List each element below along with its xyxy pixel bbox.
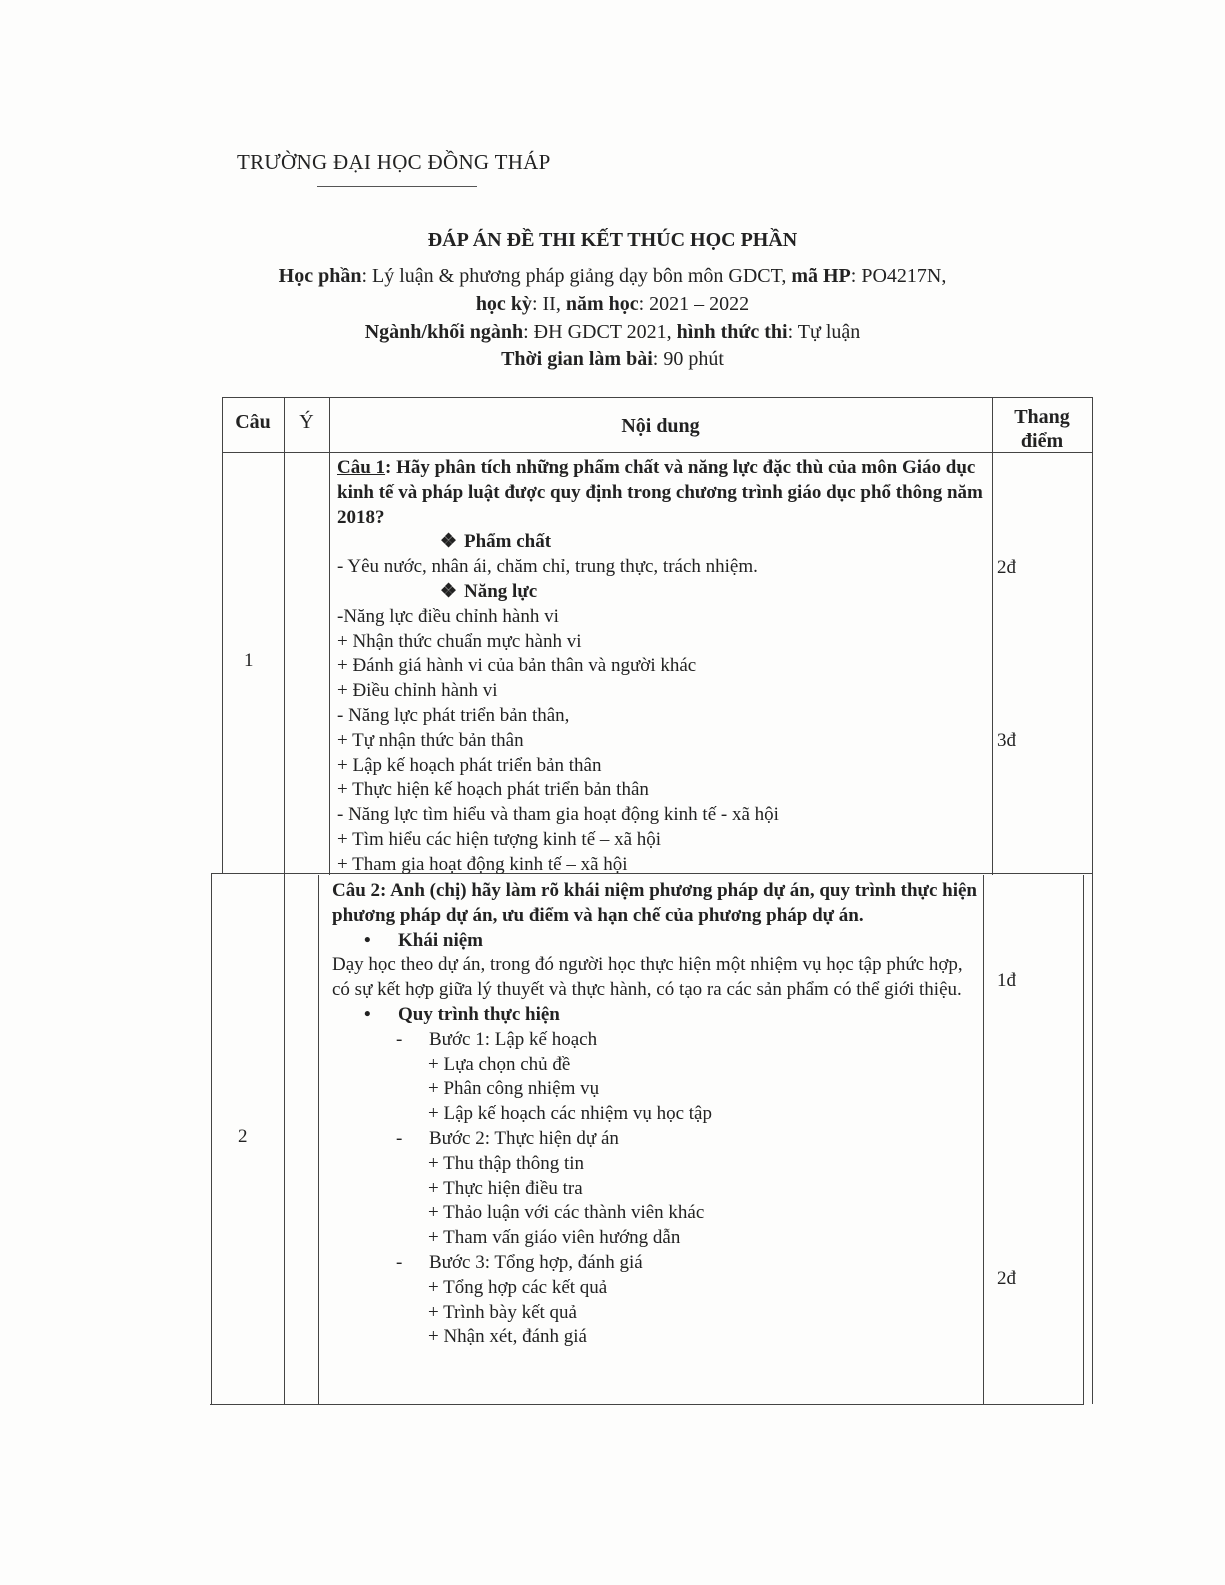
q2-step-1-text: Bước 1: Lập kế hoạch xyxy=(429,1028,598,1050)
course-value: : Lý luận & phương pháp giảng dạy bôn môn GDCT, xyxy=(361,265,792,287)
q2-step-2-text: Bước 2: Thực hiện dự án xyxy=(429,1127,619,1149)
table-right-border-lower xyxy=(1083,875,1084,1404)
dot-bullet-icon: • xyxy=(364,1003,371,1025)
list-item: + Thảo luận với các thành viên khác xyxy=(428,1202,705,1224)
list-item: + Tự nhận thức bản thân xyxy=(337,729,524,751)
q1-title-prefix: Câu 1 xyxy=(337,457,386,478)
major-line xyxy=(0,321,1225,344)
list-item: + Lựa chọn chủ đề xyxy=(428,1053,571,1075)
table-col-divider-2 xyxy=(329,397,330,875)
table-left-border-lower xyxy=(211,873,212,1404)
q2-process-heading-text: Quy trình thực hiện xyxy=(398,1003,560,1025)
doc-title: ĐÁP ÁN ĐỀ THI KẾT THÚC HỌC PHẦN xyxy=(427,229,798,251)
dot-bullet-icon: • xyxy=(364,929,371,951)
q1-score-competence: 3đ xyxy=(997,730,1016,751)
diamond-bullet-icon: ❖ xyxy=(440,531,458,553)
table-col-divider-3 xyxy=(992,397,993,875)
list-item: + Điều chỉnh hành vi xyxy=(337,680,498,702)
q2-number: 2 xyxy=(238,1126,248,1147)
col-header-score-line1: Thang xyxy=(1014,406,1070,428)
q1-competence-heading-text: Năng lực xyxy=(464,580,538,602)
q1-content xyxy=(337,456,987,878)
col-header-cau: Câu xyxy=(235,411,271,433)
q1-quality-heading xyxy=(337,530,987,555)
table-col-divider-1 xyxy=(284,397,285,1404)
dash-bullet: - xyxy=(396,1028,403,1050)
table-border-bottom xyxy=(210,1404,1084,1405)
q1-quality-heading-text: Phẩm chất xyxy=(464,531,552,553)
col-header-score xyxy=(992,405,1092,453)
semester-label: học kỳ xyxy=(475,293,532,315)
list-item: + Lập kế hoạch phát triển bản thân xyxy=(337,754,602,776)
list-item: -Năng lực điều chỉnh hành vi xyxy=(337,605,559,627)
form-label: hình thức thi xyxy=(676,321,788,343)
school-underline xyxy=(317,186,477,187)
course-line xyxy=(0,265,1225,288)
q2-score-concept: 1đ xyxy=(997,970,1016,991)
table-col-divider-2-lower xyxy=(318,875,319,1404)
q1-number: 1 xyxy=(244,650,254,671)
list-item: + Thực hiện kế hoạch phát triển bản thân xyxy=(337,779,649,801)
list-item: + Trình bày kết quả xyxy=(428,1301,577,1323)
list-item: + Lập kế hoạch các nhiệm vụ học tập xyxy=(428,1103,712,1125)
col-header-content: Nội dung xyxy=(621,415,700,437)
diamond-bullet-icon: ❖ xyxy=(440,580,458,602)
q2-concept-heading-text: Khái niệm xyxy=(398,929,483,951)
list-item: + Thu thập thông tin xyxy=(428,1152,585,1174)
col-header-score-line2: điểm xyxy=(1020,430,1064,452)
list-item: + Tham gia hoạt động kinh tế – xã hội xyxy=(337,853,628,875)
list-item: + Tổng hợp các kết quả xyxy=(428,1276,608,1298)
q1-title xyxy=(337,456,987,530)
q2-step-1 xyxy=(332,1028,977,1053)
q1-score-quality: 2đ xyxy=(997,557,1016,578)
school-name: TRƯỜNG ĐẠI HỌC ĐỒNG THÁP xyxy=(237,150,551,174)
q2-title: Câu 2: Anh (chị) hãy làm rõ khái niệm phương pháp dự án, quy trình thực hiện phương pháp dự án, ưu điểm và hạn chế của phương pháp dự án. xyxy=(332,880,977,926)
major-value: : ĐH GDCT 2021, xyxy=(523,321,677,343)
q2-concept-heading xyxy=(332,929,977,954)
list-item: + Nhận xét, đánh giá xyxy=(428,1326,587,1348)
major-label: Ngành/khối ngành xyxy=(364,321,524,343)
table-border-top xyxy=(222,397,1093,398)
q1-title-rest: : Hãy phân tích những phẩm chất và năng lực đặc thù của môn Giáo dục kinh tế và pháp luật được quy định trong chương trình giáo dục phổ thông năm 2018? xyxy=(337,457,983,528)
col-header-y: Ý xyxy=(299,411,314,433)
q1-competence-heading xyxy=(337,580,987,605)
course-label: Học phần xyxy=(278,265,362,287)
list-item: + Tìm hiểu các hiện tượng kinh tế – xã hội xyxy=(337,828,662,850)
year-value: : 2021 – 2022 xyxy=(638,293,750,315)
code-value: : PO4217N, xyxy=(850,265,947,287)
q2-step-2 xyxy=(332,1127,977,1152)
list-item: + Tham vấn giáo viên hướng dẫn xyxy=(428,1227,681,1249)
table-left-border xyxy=(222,397,223,873)
q2-content xyxy=(332,879,977,1350)
semester-line xyxy=(0,293,1225,316)
time-label: Thời gian làm bài xyxy=(501,348,653,370)
q2-step-3-text: Bước 3: Tổng hợp, đánh giá xyxy=(429,1251,643,1273)
q2-step-3 xyxy=(332,1251,977,1276)
list-item: + Đánh giá hành vi của bản thân và người khác xyxy=(337,655,697,677)
list-item: + Nhận thức chuẩn mực hành vi xyxy=(337,630,582,652)
list-item: + Thực hiện điều tra xyxy=(428,1177,583,1199)
table-col-divider-3-lower xyxy=(983,875,984,1404)
list-item: - Năng lực phát triển bản thân, xyxy=(337,704,570,726)
dash-bullet: - xyxy=(396,1127,403,1149)
time-value: : 90 phút xyxy=(652,348,724,370)
q1-quality-text: - Yêu nước, nhân ái, chăm chỉ, trung thực, trách nhiệm. xyxy=(337,556,758,578)
table-right-border xyxy=(1092,397,1093,1404)
q2-process-heading xyxy=(332,1003,977,1028)
code-label: mã HP xyxy=(791,265,851,287)
time-line xyxy=(0,348,1225,371)
q2-score-process: 2đ xyxy=(997,1268,1016,1289)
list-item: - Năng lực tìm hiểu và tham gia hoạt động kinh tế - xã hội xyxy=(337,804,779,826)
semester-value: : II, xyxy=(531,293,566,315)
dash-bullet: - xyxy=(396,1251,403,1273)
table-header-divider xyxy=(222,452,1093,453)
form-value: : Tự luận xyxy=(787,321,861,343)
q2-concept-text: Dạy học theo dự án, trong đó người học thực hiện một nhiệm vụ học tập phức hợp, có sự kết hợp giữa lý thuyết và thực hành, có tạo ra các sản phẩm có thể giới thiệu. xyxy=(332,954,963,1001)
list-item: + Phân công nhiệm vụ xyxy=(428,1078,600,1100)
year-label: năm học xyxy=(565,293,639,315)
